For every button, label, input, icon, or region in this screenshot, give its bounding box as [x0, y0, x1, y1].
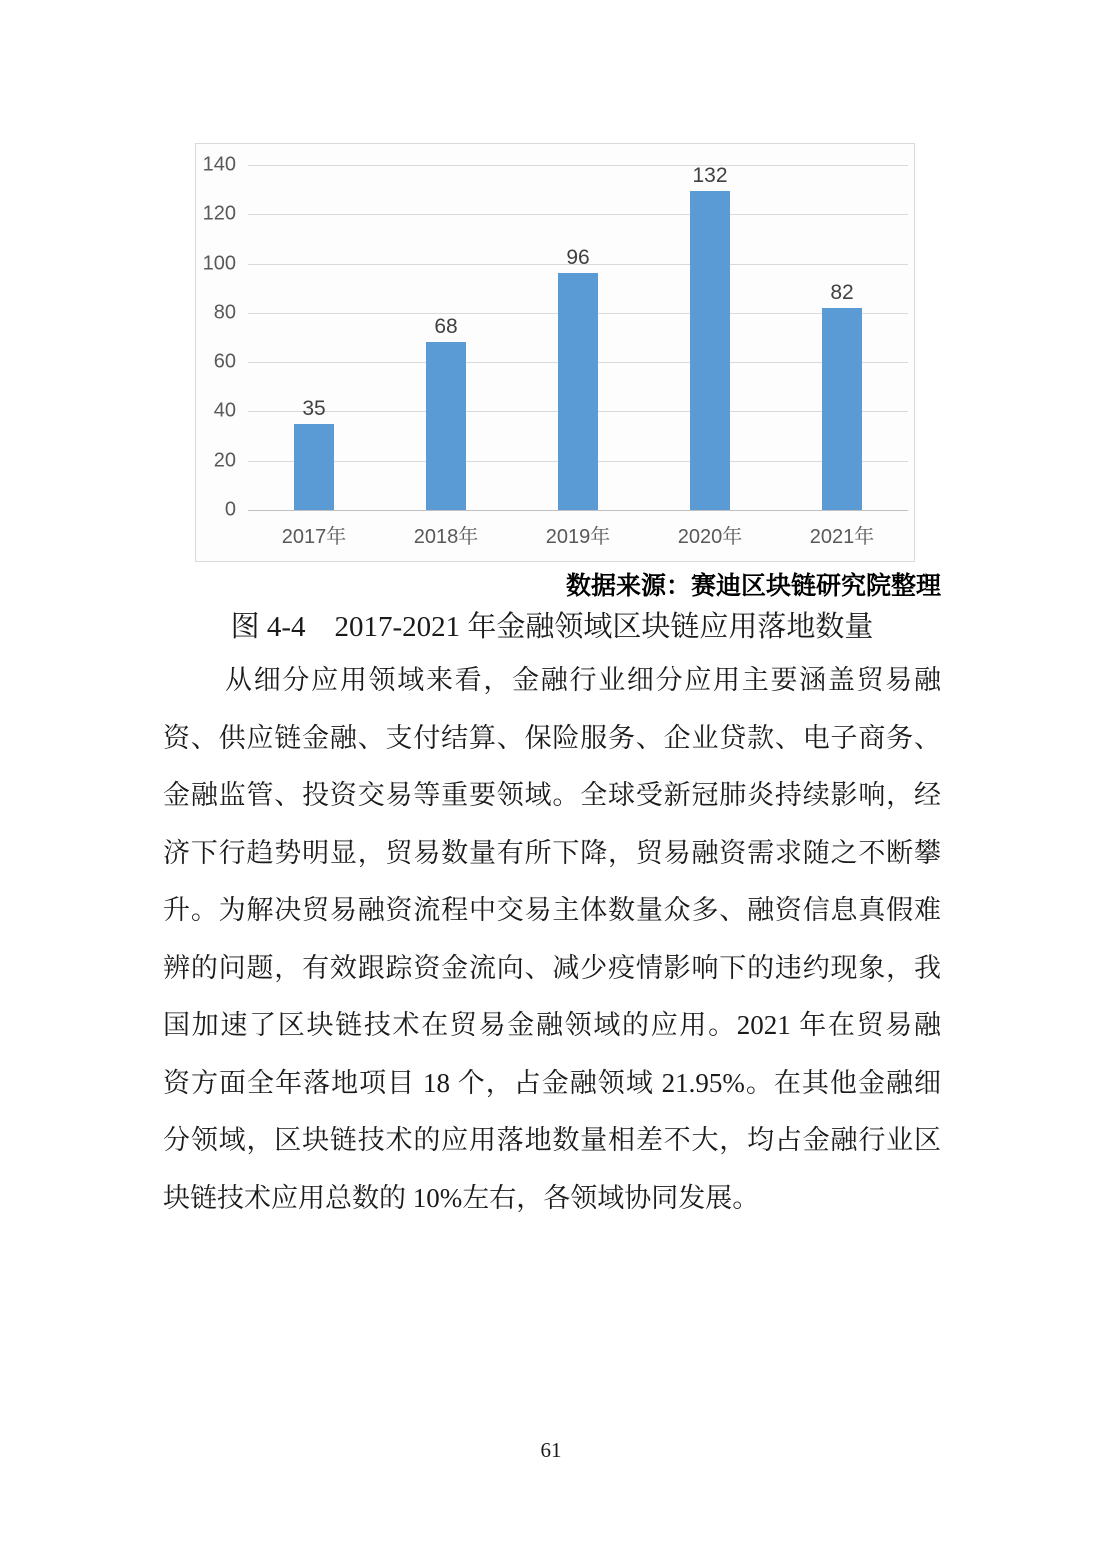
x-tick-label: 2018年	[413, 526, 479, 548]
y-tick-label: 140	[202, 153, 236, 176]
paragraph-line: 资方面全年落地项目 18 个，占金融领域 21.95%。在其他金融细	[163, 1067, 941, 1098]
paragraph-line: 辨的问题，有效跟踪资金流向、减少疫情影响下的违约现象，我	[163, 952, 941, 983]
x-tick-label: 2019年	[545, 526, 611, 548]
x-tick-label: 2021年	[809, 526, 875, 548]
x-tick-label: 2020年	[677, 526, 743, 548]
page-number: 61	[540, 1438, 562, 1462]
gridline	[248, 510, 908, 511]
figure-caption: 图 4-4 2017-2021 年金融领域区块链应用落地数量	[230, 611, 874, 643]
paragraph-line: 从细分应用领域来看，金融行业细分应用主要涵盖贸易融	[225, 665, 941, 695]
bar	[426, 342, 466, 510]
bar-slot	[512, 165, 644, 510]
y-tick-label: 100	[202, 252, 236, 275]
bar-value-label: 68	[434, 315, 458, 339]
y-tick-label: 40	[213, 399, 236, 422]
bar-value-label: 96	[566, 246, 590, 270]
bar	[822, 308, 862, 510]
paragraph-line: 济下行趋势明显，贸易数量有所下降，贸易融资需求随之不断攀	[163, 837, 941, 868]
y-tick-label: 80	[213, 301, 236, 324]
y-axis-labels	[196, 153, 236, 521]
paragraph-line: 资、供应链金融、支付结算、保险服务、企业贷款、电子商务、	[163, 722, 941, 753]
data-source-note: 数据来源：赛迪区块链研究院整理	[565, 573, 941, 600]
y-tick-label: 20	[213, 449, 236, 472]
paragraph-line: 块链技术应用总数的 10%左右，各领域协同发展。	[163, 1182, 760, 1213]
bar	[294, 424, 334, 510]
bar	[558, 273, 598, 510]
bar-slot	[644, 165, 776, 510]
bar	[690, 191, 730, 510]
bar-value-label: 132	[692, 164, 728, 187]
plot-area	[248, 165, 908, 510]
bars	[248, 165, 908, 510]
bar-slot	[248, 165, 380, 510]
y-tick-label: 0	[224, 498, 236, 521]
bar-chart	[195, 143, 915, 562]
x-tick-label: 2017年	[281, 526, 347, 548]
bar-slot	[380, 165, 512, 510]
bar-value-label: 35	[302, 396, 326, 420]
y-tick-label: 60	[213, 350, 236, 373]
paragraph-line: 分领域，区块链技术的应用落地数量相差不大，均占金融行业区	[163, 1125, 941, 1155]
bar-value-label: 82	[830, 280, 854, 304]
y-tick-label: 120	[202, 202, 236, 225]
x-axis-labels	[248, 520, 908, 549]
bar-slot	[776, 165, 908, 510]
paragraph-line: 金融监管、投资交易等重要领域。全球受新冠肺炎持续影响，经	[163, 780, 941, 810]
paragraph-line: 升。为解决贸易融资流程中交易主体数量众多、融资信息真假难	[163, 895, 941, 925]
body-paragraph	[163, 652, 941, 1227]
paragraph-line: 国加速了区块链技术在贸易金融领域的应用。2021 年在贸易融	[163, 1010, 941, 1040]
